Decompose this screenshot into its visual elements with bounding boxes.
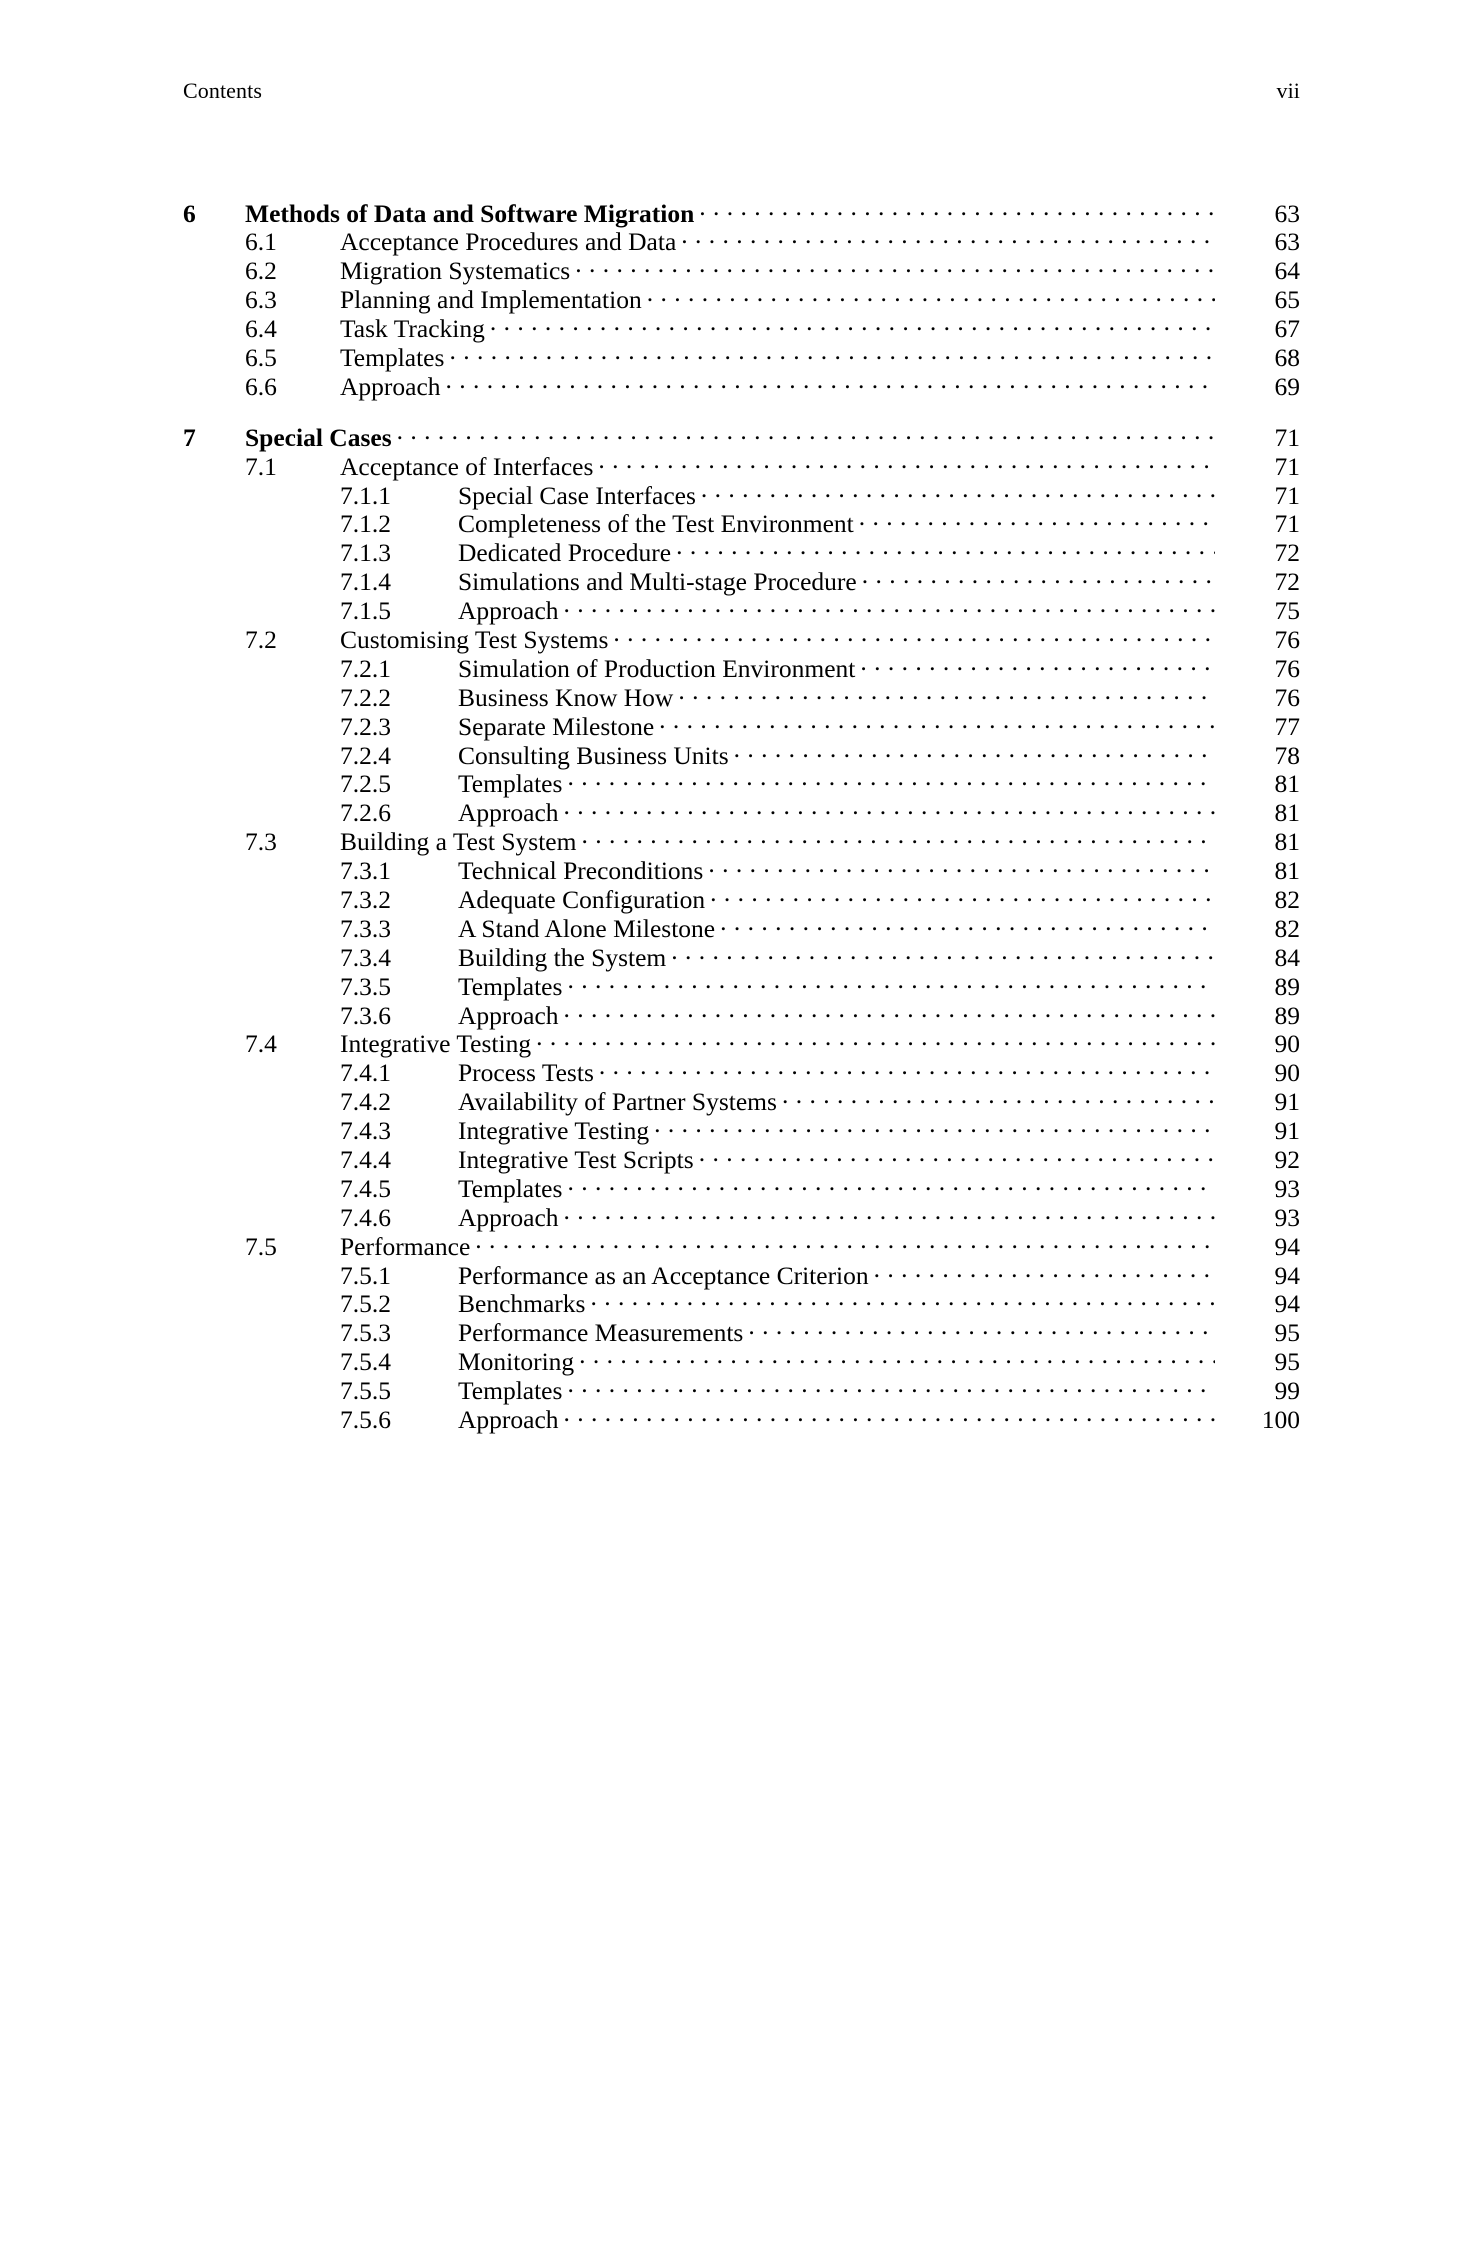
toc-entry-page: 76 <box>1274 653 1300 683</box>
toc-entry[interactable] <box>183 196 1300 228</box>
dot-leader <box>567 1171 1215 1197</box>
toc-entry-number: 7.2.3 <box>340 711 391 741</box>
toc-entry-number: 7.4 <box>245 1029 277 1059</box>
toc-entry-body <box>340 283 1300 316</box>
toc-entry-title: A Stand Alone Milestone <box>458 913 716 943</box>
toc-entry-page: 91 <box>1274 1116 1300 1146</box>
dot-leader <box>710 882 1215 908</box>
toc-entry-page: 99 <box>1274 1376 1300 1406</box>
toc-entry-title: Consulting Business Units <box>458 740 729 770</box>
toc-entry-title: Templates <box>340 342 445 372</box>
toc-entry-title: Simulations and Multi-stage Procedure <box>458 567 857 597</box>
page-folio: vii <box>1276 78 1300 103</box>
toc-entry-body <box>458 1114 1300 1147</box>
toc-entry-body <box>340 825 1300 858</box>
toc-entry-title: Performance Measurements <box>458 1318 744 1348</box>
dot-leader <box>579 1345 1215 1371</box>
toc-entry-title: Approach <box>458 1405 559 1435</box>
toc-entry-body <box>340 369 1300 402</box>
toc-entry-number: 7.4.4 <box>340 1145 391 1174</box>
toc-entry[interactable] <box>183 283 1300 315</box>
toc-entry[interactable] <box>183 1258 1300 1290</box>
toc-entry-number: 7.1 <box>245 451 277 481</box>
toc-entry-body <box>458 1200 1300 1233</box>
toc-entry-number: 7.1.2 <box>340 509 391 539</box>
toc-entry-body <box>458 709 1300 742</box>
toc-entry-page: 82 <box>1274 884 1300 914</box>
toc-entry-number: 7.1.1 <box>340 480 391 510</box>
toc-entry-number: 7.2.6 <box>340 798 391 828</box>
dot-leader <box>536 1027 1215 1053</box>
toc-entry-body <box>458 969 1300 1002</box>
toc-entry[interactable] <box>183 1143 1300 1172</box>
toc-entry-title: Templates <box>458 1173 563 1203</box>
toc-entry-title: Templates <box>458 1376 563 1406</box>
dot-leader <box>567 1374 1215 1400</box>
toc-entry[interactable] <box>183 1200 1300 1232</box>
toc-entry-number: 7.3.2 <box>340 884 391 914</box>
toc-entry-number: 7.3 <box>245 827 277 857</box>
toc-entry-number: 7.3.3 <box>340 913 391 943</box>
toc-entry-page: 92 <box>1274 1145 1300 1174</box>
toc-entry-page: 72 <box>1274 538 1300 568</box>
dot-leader <box>708 854 1215 880</box>
toc-entry-page: 81 <box>1274 827 1300 857</box>
toc-entry-title: Integrative Testing <box>458 1116 650 1146</box>
dot-leader <box>676 536 1215 562</box>
toc-entry-title: Performance as an Acceptance Criterion <box>458 1260 869 1290</box>
toc-entry-number: 7.5 <box>245 1231 277 1261</box>
toc-entry-number: 7.4.2 <box>340 1087 391 1117</box>
toc-entry-title: Templates <box>458 769 563 799</box>
dot-leader <box>567 969 1215 995</box>
toc-entry[interactable] <box>183 651 1300 683</box>
toc-entry-page: 71 <box>1274 451 1300 481</box>
dot-leader <box>862 565 1215 591</box>
toc-entry-number: 7.5.2 <box>340 1289 391 1319</box>
dot-leader <box>681 225 1215 251</box>
toc-entry-body <box>340 622 1300 655</box>
toc-entry-title: Technical Preconditions <box>458 856 704 886</box>
toc-entry-number: 7.3.1 <box>340 856 391 886</box>
toc-entry[interactable] <box>183 536 1300 568</box>
toc-entry-number: 7.2.2 <box>340 682 391 712</box>
toc-entry-body <box>458 478 1300 511</box>
toc-entry-page: 93 <box>1274 1202 1300 1232</box>
toc-entry-number: 7.4.5 <box>340 1173 391 1203</box>
dot-leader <box>581 825 1215 851</box>
toc-entry-number: 6.3 <box>245 285 277 315</box>
toc-entry-body <box>458 1085 1300 1118</box>
toc-entry-title: Methods of Data and Software Migration <box>245 198 695 228</box>
toc-entry-number: 7.3.5 <box>340 971 391 1001</box>
toc-entry[interactable] <box>183 709 1300 741</box>
toc-entry-number: 7.5.6 <box>340 1405 391 1435</box>
toc-entry-body <box>458 1374 1300 1407</box>
toc-entry-number: 7.4.3 <box>340 1116 391 1146</box>
toc-entry[interactable] <box>183 478 1300 510</box>
toc-entry-number: 7.2.1 <box>340 653 391 683</box>
toc-entry[interactable] <box>183 340 1300 372</box>
toc-entry-page: 89 <box>1274 971 1300 1001</box>
toc-entry-number: 7.5.1 <box>340 1260 391 1290</box>
toc-entry[interactable] <box>183 594 1300 626</box>
toc-entry-page: 78 <box>1274 740 1300 770</box>
toc-entry-number: 6.1 <box>245 227 277 257</box>
toc-entry-title: Migration Systematics <box>340 256 571 286</box>
toc-entry-number: 7.5.5 <box>340 1376 391 1406</box>
toc-entry-page: 69 <box>1274 371 1300 401</box>
toc-entry-body <box>245 420 1300 453</box>
toc-entry-body <box>458 882 1300 915</box>
toc-entry-body <box>340 225 1300 258</box>
toc-entry-body <box>458 1056 1300 1089</box>
toc-entry-page: 63 <box>1274 198 1300 228</box>
dot-leader <box>859 507 1215 533</box>
toc-entry-title: Adequate Configuration <box>458 884 706 914</box>
dot-leader <box>598 449 1215 475</box>
toc-entry-number: 7 <box>183 422 196 452</box>
toc-entry[interactable] <box>183 420 1300 452</box>
running-head <box>183 78 1300 108</box>
toc-entry-page: 94 <box>1274 1231 1300 1261</box>
toc-entry-number: 7.2.4 <box>340 740 391 770</box>
dot-leader <box>590 1287 1215 1313</box>
toc-entry[interactable] <box>183 1085 1300 1117</box>
toc-entry-title: Planning and Implementation <box>340 285 642 315</box>
toc-entry-number: 7.4.1 <box>340 1058 391 1088</box>
toc-entry-body <box>458 998 1300 1031</box>
toc-entry-number: 7.2 <box>245 624 277 654</box>
toc-entry-page: 94 <box>1274 1289 1300 1319</box>
toc-entry[interactable] <box>183 1287 1300 1319</box>
toc-entry[interactable] <box>183 369 1300 401</box>
toc-entry-page: 91 <box>1274 1087 1300 1117</box>
toc-entry-title: Building the System <box>458 942 667 972</box>
toc-entry[interactable] <box>183 854 1300 886</box>
toc-entry-body <box>458 507 1300 540</box>
toc-entry-page: 81 <box>1274 769 1300 799</box>
toc-entry-number: 7.1.5 <box>340 596 391 626</box>
toc-entry-body <box>458 536 1300 569</box>
dot-leader <box>678 680 1215 706</box>
dot-leader <box>490 312 1215 338</box>
dot-leader <box>748 1316 1215 1342</box>
toc-entry-title: Customising Test Systems <box>340 624 609 654</box>
toc-entry-number: 6.2 <box>245 256 277 286</box>
dot-leader <box>564 796 1215 822</box>
toc-entry-number: 7.1.4 <box>340 567 391 597</box>
toc-entry[interactable] <box>183 565 1300 597</box>
running-head-title: Contents <box>183 78 263 103</box>
dot-leader <box>654 1114 1215 1140</box>
toc-entry-title: Availability of Partner Systems <box>458 1087 777 1117</box>
toc-entry-body <box>458 1171 1300 1204</box>
toc-entry-page: 93 <box>1274 1173 1300 1203</box>
toc-entry-page: 71 <box>1274 480 1300 510</box>
toc-entry-title: Benchmarks <box>458 1289 586 1319</box>
toc-entry-body <box>340 340 1300 373</box>
toc-entry[interactable] <box>183 1171 1300 1203</box>
toc-entry-title: Integrative Test Scripts <box>458 1145 694 1174</box>
toc-entry-body <box>340 254 1300 287</box>
toc-entry[interactable] <box>183 225 1300 257</box>
toc-entry-title: Business Know How <box>458 682 674 712</box>
toc-entry[interactable] <box>183 1403 1300 1435</box>
toc-entry-body <box>458 1258 1300 1291</box>
toc-entry-title: Separate Milestone <box>458 711 655 741</box>
toc-entry-body <box>458 767 1300 800</box>
toc-entry-body <box>458 940 1300 973</box>
dot-leader <box>564 1200 1215 1226</box>
toc-entry-title: Dedicated Procedure <box>458 538 672 568</box>
toc-entry-page: 90 <box>1274 1029 1300 1059</box>
toc-entry-page: 95 <box>1274 1347 1300 1377</box>
dot-leader <box>599 1056 1215 1082</box>
toc-entry-body <box>245 196 1300 229</box>
toc-entry[interactable] <box>183 449 1300 481</box>
toc-entry-title: Special Case Interfaces <box>458 480 696 510</box>
toc-entry-title: Approach <box>458 1202 559 1232</box>
toc-entry-number: 6.4 <box>245 314 277 344</box>
toc-entry-page: 84 <box>1274 942 1300 972</box>
dot-leader <box>567 767 1215 793</box>
toc-entry-number: 6.5 <box>245 342 277 372</box>
toc-entry-page: 82 <box>1274 913 1300 943</box>
dot-leader <box>613 622 1215 648</box>
toc-entry-title: Performance <box>340 1231 471 1261</box>
toc-entry-page: 76 <box>1274 624 1300 654</box>
toc-entry-page: 71 <box>1274 509 1300 539</box>
toc-entry-number: 7.5.3 <box>340 1318 391 1348</box>
toc-entry-page: 77 <box>1274 711 1300 741</box>
toc-entry-page: 89 <box>1274 1000 1300 1030</box>
dot-leader <box>397 420 1215 446</box>
toc-entry[interactable] <box>183 998 1300 1030</box>
toc-entry-title: Approach <box>458 596 559 626</box>
toc-list <box>183 196 1300 1435</box>
toc-entry[interactable] <box>183 312 1300 344</box>
toc-entry-page: 95 <box>1274 1318 1300 1348</box>
toc-entry-page: 72 <box>1274 567 1300 597</box>
toc-entry-page: 81 <box>1274 798 1300 828</box>
dot-leader <box>659 709 1215 735</box>
toc-entry-body <box>458 680 1300 713</box>
toc-entry-body <box>458 738 1300 771</box>
toc-entry-title: Acceptance Procedures and Data <box>340 227 677 257</box>
toc-entry[interactable] <box>183 1374 1300 1406</box>
toc-entry-title: Process Tests <box>458 1058 594 1088</box>
toc-entry-page: 75 <box>1274 596 1300 626</box>
toc-entry-title: Approach <box>340 371 441 401</box>
toc-entry-page: 94 <box>1274 1260 1300 1290</box>
toc-entry[interactable] <box>183 911 1300 943</box>
toc-entry-number: 7.5.4 <box>340 1347 391 1377</box>
toc-entry-page: 81 <box>1274 856 1300 886</box>
toc-entry-title: Acceptance of Interfaces <box>340 451 594 481</box>
dot-leader <box>699 196 1215 222</box>
dot-leader <box>782 1085 1215 1111</box>
dot-leader <box>671 940 1215 966</box>
toc-entry[interactable] <box>183 1316 1300 1348</box>
dot-leader <box>701 478 1215 504</box>
toc-entry-body <box>458 796 1300 829</box>
toc-entry-number: 7.1.3 <box>340 538 391 568</box>
toc-entry[interactable] <box>183 1229 1300 1261</box>
toc-entry-body <box>458 911 1300 944</box>
toc-entry[interactable] <box>183 254 1300 286</box>
toc-entry-page: 65 <box>1274 285 1300 315</box>
toc-entry-title: Building a Test System <box>340 827 577 857</box>
toc-entry-title: Templates <box>458 971 563 1001</box>
toc-entry-number: 7.2.5 <box>340 769 391 799</box>
toc-entry-title: Approach <box>458 798 559 828</box>
dot-leader <box>874 1258 1215 1284</box>
toc-entry-number: 7.3.4 <box>340 942 391 972</box>
toc-entry[interactable] <box>183 680 1300 712</box>
dot-leader <box>564 594 1215 620</box>
toc-entry-number: 6.6 <box>245 371 277 401</box>
toc-entry-page: 64 <box>1274 256 1300 286</box>
toc-entry[interactable] <box>183 940 1300 972</box>
toc-entry-body <box>458 565 1300 598</box>
toc-entry-title: Completeness of the Test Environment <box>458 509 854 539</box>
toc-entry-title: Special Cases <box>245 422 392 452</box>
toc-entry[interactable] <box>183 767 1300 799</box>
toc-entry-body <box>458 1403 1300 1436</box>
toc-entry[interactable] <box>183 969 1300 1001</box>
dot-leader <box>575 254 1215 280</box>
dot-leader <box>475 1229 1215 1255</box>
dot-leader <box>564 1403 1215 1429</box>
toc-entry-body <box>340 449 1300 482</box>
toc-entry[interactable] <box>183 1027 1300 1059</box>
toc-entry-body <box>340 1027 1300 1060</box>
toc-entry-body <box>458 1143 1300 1176</box>
toc-entry-title: Monitoring <box>458 1347 575 1377</box>
toc-entry[interactable] <box>183 1056 1300 1088</box>
toc-entry-number: 7.3.6 <box>340 1000 391 1030</box>
toc-entry-body <box>340 1229 1300 1262</box>
toc-entry-body <box>458 1316 1300 1349</box>
toc-entry-body <box>458 1345 1300 1378</box>
toc-entry[interactable] <box>183 796 1300 828</box>
toc-entry[interactable] <box>183 622 1300 654</box>
dot-leader <box>647 283 1215 309</box>
dot-leader <box>860 651 1215 677</box>
toc-entry-title: Integrative Testing <box>340 1029 532 1059</box>
toc-entry[interactable] <box>183 825 1300 857</box>
dot-leader <box>699 1143 1215 1169</box>
toc-entry[interactable] <box>183 738 1300 770</box>
toc-entry-page: 100 <box>1261 1405 1300 1435</box>
dot-leader <box>720 911 1215 937</box>
toc-entry[interactable] <box>183 882 1300 914</box>
toc-entry-number: 7.4.6 <box>340 1202 391 1232</box>
toc-entry-page: 90 <box>1274 1058 1300 1088</box>
dot-leader <box>734 738 1215 764</box>
toc-entry-title: Approach <box>458 1000 559 1030</box>
toc-entry-title: Simulation of Production Environment <box>458 653 856 683</box>
toc-entry-body <box>458 651 1300 684</box>
toc-entry-page: 63 <box>1274 227 1300 257</box>
toc-entry-body <box>458 594 1300 627</box>
toc-entry-number: 6 <box>183 198 196 228</box>
toc-entry-page: 67 <box>1274 314 1300 344</box>
toc-entry-title: Task Tracking <box>340 314 485 344</box>
dot-leader <box>449 340 1215 366</box>
toc-entry[interactable] <box>183 1114 1300 1146</box>
toc-entry-page: 68 <box>1274 342 1300 372</box>
toc-entry[interactable] <box>183 1345 1300 1377</box>
toc-entry[interactable] <box>183 507 1300 539</box>
toc-entry-body <box>458 854 1300 887</box>
toc-entry-body <box>458 1287 1300 1320</box>
toc-entry-page: 76 <box>1274 682 1300 712</box>
toc-entry-body <box>340 312 1300 345</box>
dot-leader <box>446 369 1215 395</box>
toc-entry-page: 71 <box>1274 422 1300 452</box>
dot-leader <box>564 998 1215 1024</box>
